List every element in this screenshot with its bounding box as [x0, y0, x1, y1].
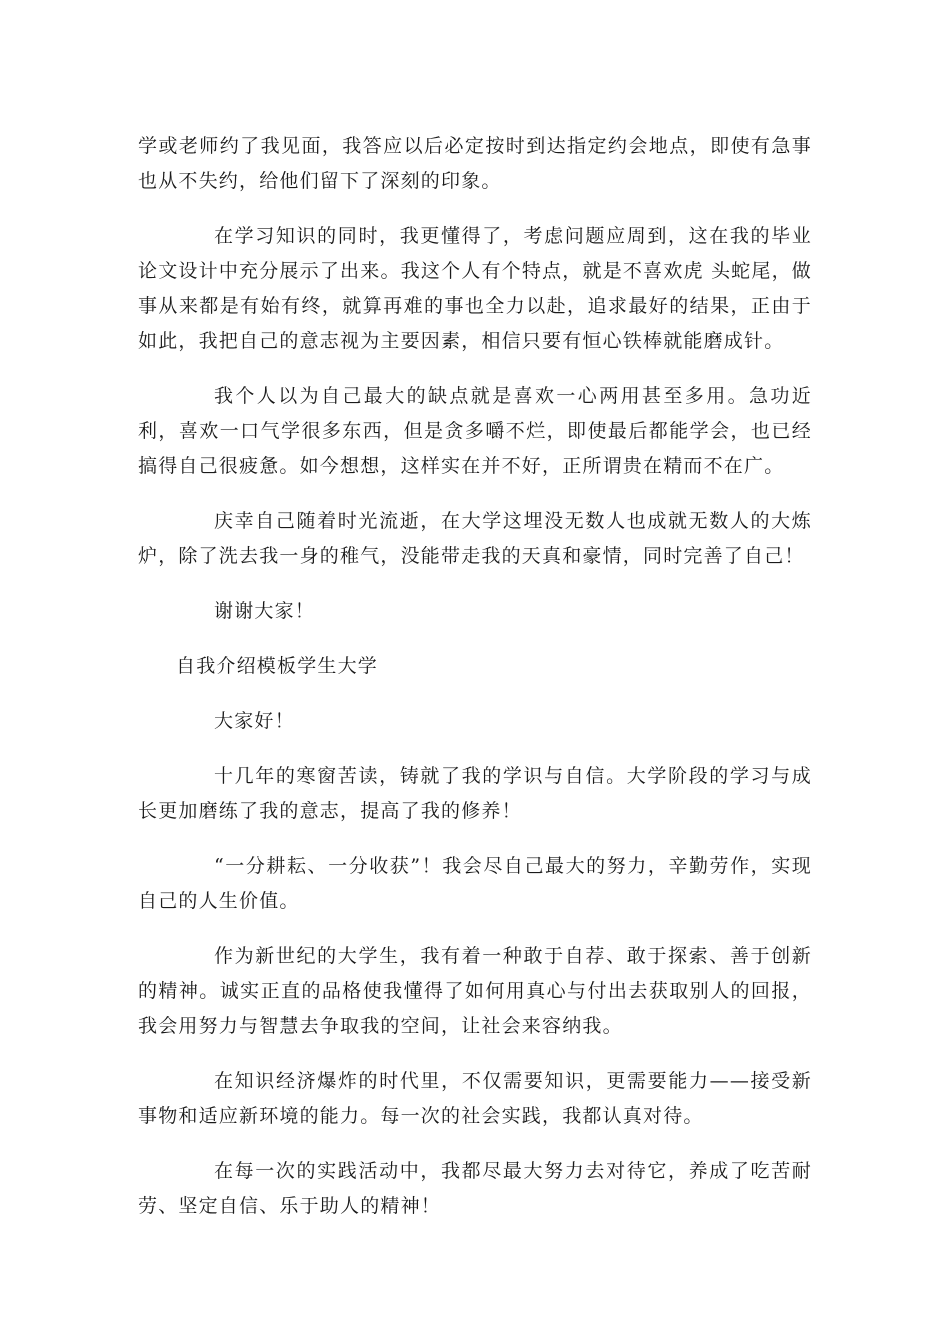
paragraph: 作为新世纪的大学生，我有着一种敢于自荐、敢于探索、善于创新的精神。诚实正直的品格使我懂得了如何用真心与付出去获取别人的回报，我会用努力与智慧去争取我的空间，让社会来容纳我。: [138, 945, 812, 1037]
paragraph: 我个人以为自己最大的缺点就是喜欢一心两用甚至多用。急功近利，喜欢一口气学很多东西，但是贪多嚼不烂，即使最后都能学会，也已经搞得自己很疲惫。如今想想，这样实在并不好，正所谓贵在精而不在广。: [138, 385, 812, 477]
closing-thanks: 谢谢大家！: [214, 600, 316, 622]
paragraph: “一分耕耘、一分收获”！我会尽自己最大的努力，辛勤劳作，实现自己的人生价值。: [138, 855, 812, 912]
document-body: [138, 129, 812, 1244]
section-heading: 自我介绍模板学生大学: [176, 655, 379, 677]
paragraph: 十几年的寒窗苦读，铸就了我的学识与自信。大学阶段的学习与成长更加磨练了我的意志，提高了我的修养！: [138, 765, 812, 822]
paragraph: 在学习知识的同时，我更懂得了，考虑问题应周到，这在我的毕业论文设计中充分展示了出来。我这个人有个特点，就是不喜欢虎 头蛇尾，做事从来都是有始有终，就算再难的事也全力以赴，追求最好的结果，正由于如此，我把自己的意志视为主要因素，相信只要有恒心铁棒就能磨成针。: [138, 225, 812, 352]
paragraph: 庆幸自己随着时光流逝，在大学这埋没无数人也成就无数人的大炼炉，除了洗去我一身的稚气，没能带走我的天真和豪情，同时完善了自己！: [138, 510, 812, 567]
greeting: 大家好！: [214, 710, 295, 732]
paragraph: 在每一次的实践活动中，我都尽最大努力去对待它，养成了吃苦耐劳、坚定自信、乐于助人的精神！: [138, 1160, 812, 1217]
paragraph-continuation: 学或老师约了我见面，我答应以后必定按时到达指定约会地点，即使有急事也从不失约，给他们留下了深刻的印象。: [138, 135, 812, 192]
paragraph: 在知识经济爆炸的时代里，不仅需要知识，更需要能力——接受新事物和适应新环境的能力。每一次的社会实践，我都认真对待。: [138, 1070, 812, 1127]
